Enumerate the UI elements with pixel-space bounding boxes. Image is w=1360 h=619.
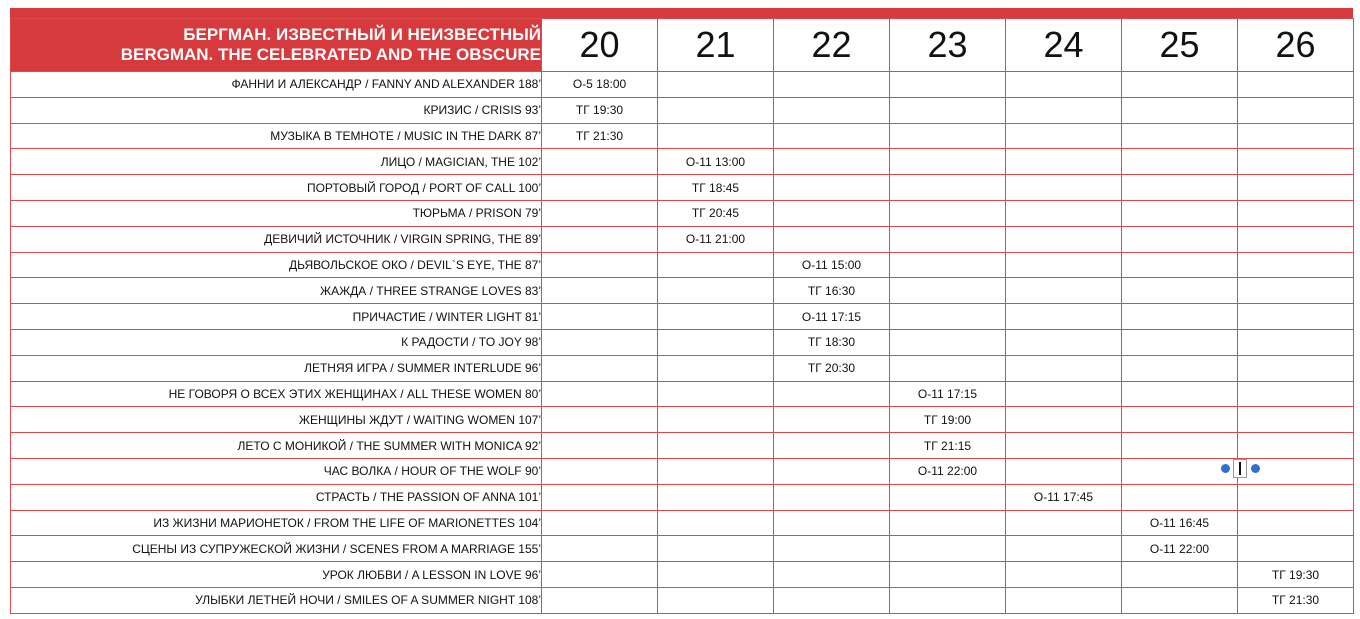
- film-title-cell: ТЮРЬМА / PRISON 79’: [11, 200, 542, 226]
- screening-cell: [890, 329, 1006, 355]
- screening-cell: ТГ 18:45: [658, 175, 774, 201]
- table-row: [11, 329, 1354, 355]
- screening-cell: [1122, 278, 1238, 304]
- screening-cell: [1006, 226, 1122, 252]
- screening-cell: [890, 304, 1006, 330]
- screening-cell: О-11 22:00: [1122, 536, 1238, 562]
- screening-cell: ТГ 19:30: [1238, 562, 1354, 588]
- screening-cell: [542, 226, 658, 252]
- screening-cell: О-11 17:15: [890, 381, 1006, 407]
- schedule-table: [10, 18, 1354, 614]
- screening-cell: [1006, 252, 1122, 278]
- screening-cell: [1006, 97, 1122, 123]
- film-title-cell: ПРИЧАСТИЕ / WINTER LIGHT 81’: [11, 304, 542, 330]
- screening-cell: О-11 21:00: [658, 226, 774, 252]
- screening-cell: [1238, 433, 1354, 459]
- screening-cell: [1006, 123, 1122, 149]
- screening-cell: [774, 175, 890, 201]
- screening-cell: [542, 407, 658, 433]
- table-row: [11, 97, 1354, 123]
- screening-cell: [658, 123, 774, 149]
- screening-cell: [1122, 123, 1238, 149]
- screening-cell: [890, 536, 1006, 562]
- screening-cell: [774, 226, 890, 252]
- screening-cell: [1006, 587, 1122, 613]
- header-accent-bar: [10, 8, 1353, 18]
- day-header: 23: [890, 19, 1006, 72]
- screening-cell: [658, 484, 774, 510]
- day-header: 24: [1006, 19, 1122, 72]
- table-row: [11, 587, 1354, 613]
- table-row: [11, 226, 1354, 252]
- table-row: [11, 458, 1354, 484]
- screening-cell: [658, 97, 774, 123]
- screening-cell: [658, 381, 774, 407]
- screening-cell: [774, 381, 890, 407]
- table-row: [11, 304, 1354, 330]
- screening-cell: [890, 510, 1006, 536]
- screening-cell: [774, 510, 890, 536]
- screening-cell: ТГ 21:15: [890, 433, 1006, 459]
- table-row: [11, 200, 1354, 226]
- program-title: [11, 19, 542, 72]
- screening-cell: [1238, 329, 1354, 355]
- screening-cell: [658, 510, 774, 536]
- screening-cell: [1006, 355, 1122, 381]
- screening-cell: [542, 458, 658, 484]
- screening-cell: [542, 433, 658, 459]
- schedule-body: [11, 72, 1354, 614]
- screening-cell: [890, 200, 1006, 226]
- screening-cell: [1006, 200, 1122, 226]
- screening-cell: [542, 252, 658, 278]
- film-title-cell: К РАДОСТИ / TO JOY 98’: [11, 329, 542, 355]
- screening-cell: [658, 72, 774, 98]
- table-row: [11, 278, 1354, 304]
- program-title-en: BERGMAN. THE CELEBRATED AND THE OBSCURE: [120, 45, 541, 64]
- screening-cell: [1006, 381, 1122, 407]
- screening-cell: [1006, 562, 1122, 588]
- table-row: [11, 433, 1354, 459]
- screening-cell: ТГ 19:30: [542, 97, 658, 123]
- screening-cell: [1238, 484, 1354, 510]
- screening-cell: [658, 278, 774, 304]
- screening-cell: [1122, 381, 1238, 407]
- screening-cell: [1238, 536, 1354, 562]
- film-title-cell: ЧАС ВОЛКА / HOUR OF THE WOLF 90’: [11, 458, 542, 484]
- film-title-cell: СТРАСТЬ / THE PASSION OF ANNA 101’: [11, 484, 542, 510]
- screening-cell: [774, 458, 890, 484]
- screening-cell: [1006, 510, 1122, 536]
- day-header: 26: [1238, 19, 1354, 72]
- screening-cell: [1238, 149, 1354, 175]
- selection-handle-left[interactable]: [1221, 464, 1230, 473]
- screening-cell: [774, 123, 890, 149]
- screening-cell: [1122, 252, 1238, 278]
- header-row: [11, 19, 1354, 72]
- selection-handle-right[interactable]: [1251, 464, 1260, 473]
- screening-cell: [774, 97, 890, 123]
- screening-cell: О-11 13:00: [658, 149, 774, 175]
- screening-cell: [1122, 355, 1238, 381]
- screening-cell: [658, 355, 774, 381]
- screening-cell: [1122, 97, 1238, 123]
- table-row: [11, 407, 1354, 433]
- film-title-cell: ИЗ ЖИЗНИ МАРИОНЕТОК / FROM THE LIFE OF MARIONETTES 104’: [11, 510, 542, 536]
- screening-cell: [658, 536, 774, 562]
- screening-cell: [1122, 329, 1238, 355]
- screening-cell: [890, 355, 1006, 381]
- screening-cell: [890, 149, 1006, 175]
- screening-cell: [658, 252, 774, 278]
- screening-cell: [1238, 175, 1354, 201]
- film-title-cell: ЛИЦО / MAGICIAN, THE 102’: [11, 149, 542, 175]
- screening-cell: [774, 562, 890, 588]
- screening-cell: [542, 355, 658, 381]
- screening-cell: [890, 562, 1006, 588]
- screening-cell: [1006, 72, 1122, 98]
- screening-cell: [1006, 304, 1122, 330]
- screening-cell: [1238, 226, 1354, 252]
- screening-cell: [658, 562, 774, 588]
- table-row: [11, 562, 1354, 588]
- screening-cell: [1122, 200, 1238, 226]
- screening-cell: [542, 200, 658, 226]
- screening-cell: [1238, 407, 1354, 433]
- screening-cell: [1006, 175, 1122, 201]
- screening-cell: [1006, 149, 1122, 175]
- screening-cell: [1122, 149, 1238, 175]
- screening-cell: [774, 536, 890, 562]
- screening-cell: О-11 15:00: [774, 252, 890, 278]
- film-title-cell: ЖЕНЩИНЫ ЖДУТ / WAITING WOMEN 107’: [11, 407, 542, 433]
- film-title-cell: ЛЕТО С МОНИКОЙ / THE SUMMER WITH MONICA 92’: [11, 433, 542, 459]
- screening-cell: [890, 175, 1006, 201]
- screening-cell: [1238, 278, 1354, 304]
- text-caret-icon: [1239, 462, 1241, 475]
- table-row: [11, 252, 1354, 278]
- screening-cell: [1122, 562, 1238, 588]
- screening-cell: [1122, 72, 1238, 98]
- film-title-cell: НЕ ГОВОРЯ О ВСЕХ ЭТИХ ЖЕНЩИНАХ / ALL THESE WOMEN 80’: [11, 381, 542, 407]
- screening-cell: [1006, 433, 1122, 459]
- screening-cell: [542, 587, 658, 613]
- screening-cell: [1006, 407, 1122, 433]
- screening-cell: [542, 562, 658, 588]
- screening-cell: [774, 433, 890, 459]
- screening-cell: [542, 149, 658, 175]
- day-header: 21: [658, 19, 774, 72]
- screening-cell: [1238, 304, 1354, 330]
- table-row: [11, 536, 1354, 562]
- screening-cell: [1006, 278, 1122, 304]
- screening-cell: [890, 97, 1006, 123]
- screening-cell: [658, 458, 774, 484]
- screening-cell: [774, 484, 890, 510]
- screening-cell: [774, 72, 890, 98]
- screening-cell: [1122, 407, 1238, 433]
- screening-cell: [890, 278, 1006, 304]
- screening-cell: [542, 510, 658, 536]
- screening-cell: [658, 587, 774, 613]
- program-title-ru: БЕРГМАН. ИЗВЕСТНЫЙ И НЕИЗВЕСТНЫЙ: [183, 25, 541, 44]
- screening-cell: [774, 149, 890, 175]
- table-row: [11, 510, 1354, 536]
- table-row: [11, 175, 1354, 201]
- screening-cell: О-11 17:45: [1006, 484, 1122, 510]
- screening-cell: [1122, 484, 1238, 510]
- screening-cell: О-11 17:15: [774, 304, 890, 330]
- table-row: [11, 355, 1354, 381]
- screening-cell: [1006, 329, 1122, 355]
- table-row: [11, 381, 1354, 407]
- screening-cell: О-11 22:00: [890, 458, 1006, 484]
- screening-cell: [658, 407, 774, 433]
- screening-cell: [542, 329, 658, 355]
- film-title-cell: ЛЕТНЯЯ ИГРА / SUMMER INTERLUDE 96’: [11, 355, 542, 381]
- screening-cell: [542, 175, 658, 201]
- screening-cell: [774, 200, 890, 226]
- screening-cell: [542, 278, 658, 304]
- day-header: 22: [774, 19, 890, 72]
- screening-cell: [774, 407, 890, 433]
- screening-cell: [1006, 458, 1122, 484]
- film-title-cell: ЖАЖДА / THREE STRANGE LOVES 83’: [11, 278, 542, 304]
- screening-cell: ТГ 20:45: [658, 200, 774, 226]
- screening-cell: [658, 433, 774, 459]
- screening-cell: [658, 304, 774, 330]
- screening-cell: [890, 252, 1006, 278]
- screening-cell: [1122, 304, 1238, 330]
- film-title-cell: ДЬЯВОЛЬСКОЕ ОКО / DEVIL`S EYE, THE 87’: [11, 252, 542, 278]
- screening-cell: [1238, 200, 1354, 226]
- screening-cell: О-11 16:45: [1122, 510, 1238, 536]
- film-title-cell: ДЕВИЧИЙ ИСТОЧНИК / VIRGIN SPRING, THE 89’: [11, 226, 542, 252]
- screening-cell: [1006, 536, 1122, 562]
- film-title-cell: МУЗЫКА В ТЕМНОТЕ / MUSIC IN THE DARK 87’: [11, 123, 542, 149]
- screening-cell: [542, 484, 658, 510]
- screening-cell: [890, 226, 1006, 252]
- screening-cell: [542, 304, 658, 330]
- screening-cell: [890, 123, 1006, 149]
- screening-cell: О-5 18:00: [542, 72, 658, 98]
- screening-cell: [1238, 355, 1354, 381]
- table-row: [11, 484, 1354, 510]
- screening-cell: [890, 587, 1006, 613]
- day-header: 20: [542, 19, 658, 72]
- film-title-cell: ПОРТОВЫЙ ГОРОД / PORT OF CALL 100’: [11, 175, 542, 201]
- screening-cell: [890, 484, 1006, 510]
- film-title-cell: СЦЕНЫ ИЗ СУПРУЖЕСКОЙ ЖИЗНИ / SCENES FROM A MARRIAGE 155’: [11, 536, 542, 562]
- screening-cell: ТГ 21:30: [542, 123, 658, 149]
- screening-cell: ТГ 19:00: [890, 407, 1006, 433]
- film-title-cell: КРИЗИС / CRISIS 93’: [11, 97, 542, 123]
- screening-cell: [1238, 123, 1354, 149]
- film-title-cell: ФАННИ И АЛЕКСАНДР / FANNY AND ALEXANDER 188’: [11, 72, 542, 98]
- screening-cell: [1122, 226, 1238, 252]
- day-header: 25: [1122, 19, 1238, 72]
- screening-cell: [1122, 433, 1238, 459]
- screening-cell: [774, 587, 890, 613]
- screening-cell: ТГ 21:30: [1238, 587, 1354, 613]
- film-title-cell: УРОК ЛЮБВИ / A LESSON IN LOVE 96’: [11, 562, 542, 588]
- screening-cell: [542, 536, 658, 562]
- screening-cell: [1122, 587, 1238, 613]
- screening-cell: [1238, 252, 1354, 278]
- screening-cell: [1122, 175, 1238, 201]
- table-row: [11, 123, 1354, 149]
- text-cursor-widget[interactable]: [1221, 459, 1259, 481]
- table-row: [11, 149, 1354, 175]
- film-title-cell: УЛЫБКИ ЛЕТНЕЙ НОЧИ / SMILES OF A SUMMER NIGHT 108’: [11, 587, 542, 613]
- screening-cell: [542, 381, 658, 407]
- screening-cell: [1238, 72, 1354, 98]
- screening-cell: [1238, 510, 1354, 536]
- screening-cell: [1238, 381, 1354, 407]
- screening-cell: ТГ 16:30: [774, 278, 890, 304]
- screening-cell: ТГ 20:30: [774, 355, 890, 381]
- screening-cell: [890, 72, 1006, 98]
- screening-cell: [658, 329, 774, 355]
- table-row: [11, 72, 1354, 98]
- screening-cell: [1238, 97, 1354, 123]
- screening-cell: ТГ 18:30: [774, 329, 890, 355]
